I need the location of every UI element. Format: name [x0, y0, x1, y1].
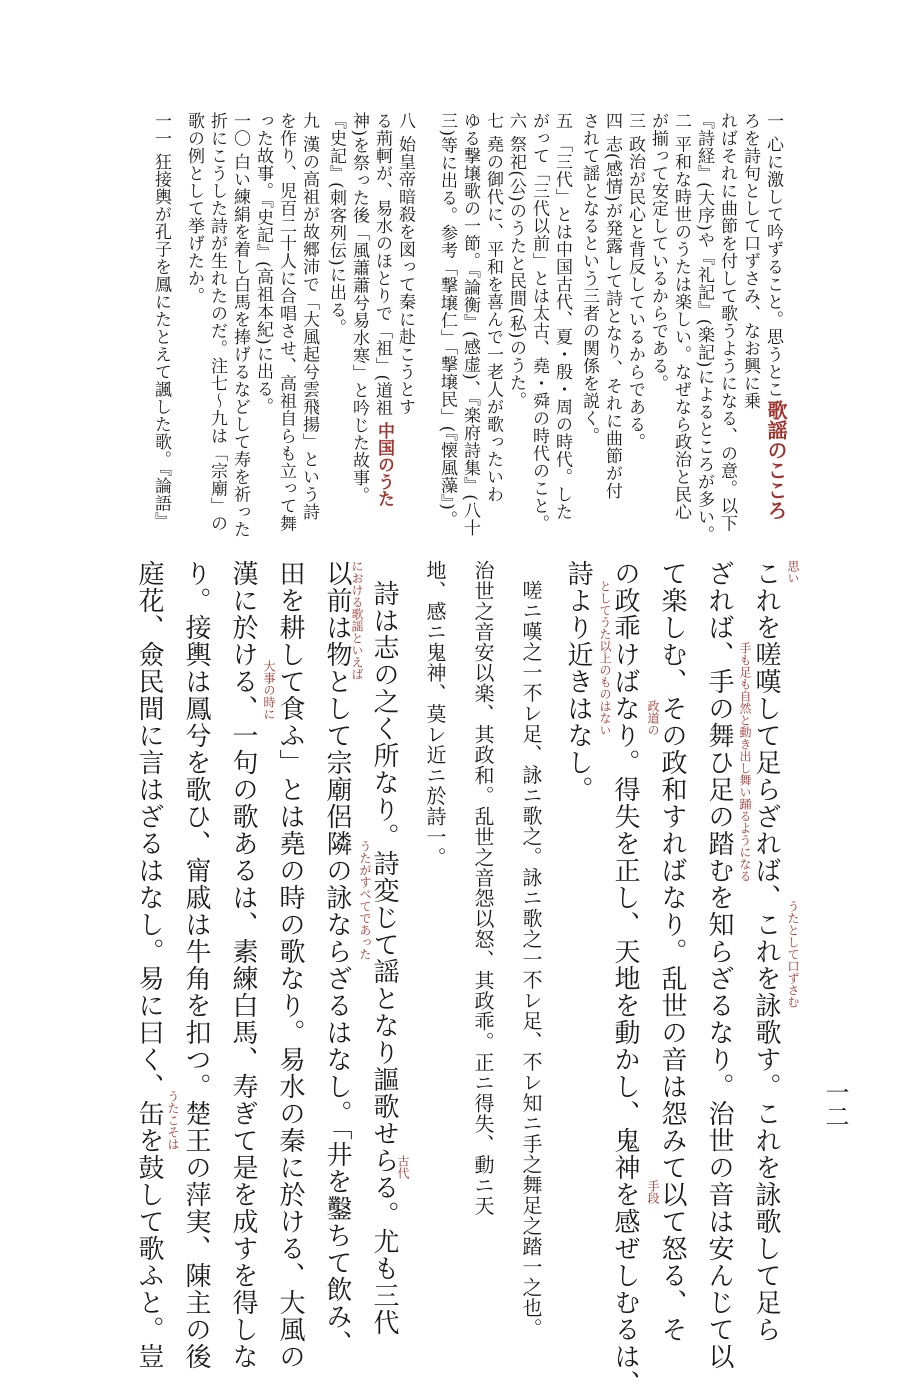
gloss: 古代: [396, 1155, 410, 1179]
main-line: 以前は物として宗廟侶隣の詠ならざるはなし。「井を鑿ちて飲み、: [322, 560, 352, 1357]
main-line: て楽しむ、その政和すればなり。乱世の音は怨みて以て怒る、そ: [657, 560, 687, 1343]
note-line: 三 政治が民心と背反しているからである。: [625, 112, 645, 451]
note-line: 折にこうした詩が生れたのだ。注七〜九は「宗廟」の: [207, 112, 227, 532]
gloss: うたこそは: [166, 1090, 180, 1150]
note-line: ゆる撃壌歌の一節。『論衡』(感虚)、『楽府詩集』(八十: [460, 112, 480, 537]
note-line: 『史記』(刺客列伝)に出る。: [326, 112, 346, 337]
gloss: 思い: [786, 560, 800, 584]
main-line: ざれば、手の舞ひ足の踏むを知らざるなり。治世の音は安んじて以: [704, 560, 734, 1370]
note-line: がって「三代以前」とは太古、堯・舜の時代のこと。: [529, 112, 549, 532]
note-line: ればそれに曲節を付して歌うようになる、の意。以下: [717, 112, 737, 532]
section-heading-sub: 中国のうた: [374, 422, 394, 507]
gloss: 手も足も自然と動き出し舞い踊るようになる: [738, 642, 752, 882]
note-line: 一 心に激して吟ずること。思うとこ: [763, 112, 783, 398]
note-line: 一〇 白い練絹を着し白馬を捧げるなどして寿を祈った: [230, 112, 250, 538]
kanbun-line: 嗟ニ嘆之一不レ足、詠ニ歌之。詠ニ歌之一不レ足、不レ知ニ手之舞足之踏一之也。: [519, 580, 543, 1339]
kanbun-line: 治世之音安以楽、其政和。乱世之音怨以怒、其政乖。正ニ得失、動ニ天: [471, 560, 495, 1216]
note-line: 五 「三代」とは中国古代、夏・殷・周の時代。した: [552, 112, 572, 521]
note-line: 六 祭祀(公)のうたと民間(私)のうた。: [506, 112, 526, 409]
main-line: 田を耕して食ふ」とは堯の時の歌なり。易水の秦に於ける、大風の: [275, 560, 305, 1370]
main-line: り。接輿は鳳兮を歌ひ、甯戚は牛角を扣つ。楚王の萍実、陳主の後: [181, 560, 211, 1370]
gloss: における歌謡といえば: [350, 560, 364, 680]
note-line: を作り、児百二十人に合唱させ、高祖自らも立って舞: [276, 112, 296, 532]
gloss: うたがすべてであった: [358, 840, 372, 960]
note-line: されて謡となるという三者の関係を説く。: [579, 112, 599, 445]
gloss: としてうた以上のものはない: [598, 580, 612, 736]
section-heading-main: 歌謡のこころ: [764, 400, 788, 520]
gloss: 手段: [646, 1180, 660, 1204]
main-line: 漢に於ける、一句の歌あるは、素練白馬、寿ぎて是を成すを得しな: [228, 560, 258, 1370]
note-line: 九 漢の高祖が故郷沛で「大風起兮雲飛揚」という詩: [299, 112, 319, 521]
main-line: 庭花、僉民間に言はざるはなし。易に曰く、缶を鼓して歌ふと。豈: [134, 560, 164, 1370]
main-line: これを嗟嘆して足らざれば、これを詠歌す。これを詠歌して足ら: [751, 560, 781, 1343]
note-line: 『詩経』(大序)や『礼記』(楽記)によるところが多い。: [694, 112, 714, 544]
note-line: が揃って安定しているからである。: [648, 112, 668, 392]
note-line: 一一 狂接輿が孔子を鳳にたとえて諷した歌。『論語』: [151, 112, 171, 530]
note-line: 歌の例として挙げたか。: [184, 112, 204, 305]
kanbun-line: 地、感ニ鬼神、莫レ近ニ於詩一。: [423, 560, 447, 868]
main-line: の政乖けばなり。得失を正し、天地を動かし、鬼神を感ぜしむるは、: [610, 560, 640, 1397]
main-line: 詩は志の之く所なり。詩変じて謡となり謳歌せらる。尤も三代: [369, 580, 399, 1336]
note-line: ろを詩句として口ずさみ、なお興に乗: [740, 112, 760, 410]
note-line: 二 平和な時世のうたは楽しい。なぜなら政治と民心: [671, 112, 691, 521]
note-line: 八 始皇帝暗殺を図って秦に赴こうとす: [395, 112, 415, 416]
note-line: 四 志(感情)が発露して詩となり、それに曲節が付: [602, 112, 622, 500]
page-number: 一二: [821, 1080, 849, 1128]
main-line: 詩より近きはなし。: [563, 560, 593, 803]
note-line: 神)を祭った後「風蕭蕭兮易水寒」と吟じた故事。: [349, 112, 369, 505]
gloss: 政道の: [646, 700, 660, 736]
gloss: 大事の時に: [262, 660, 276, 720]
gloss: うたとして口ずさむ: [786, 900, 800, 1008]
note-line: 七 堯の御代に、平和を喜んで一老人が歌ったいわ: [483, 112, 503, 503]
note-line: った故事。『史記』(高祖本紀)に出る。: [253, 112, 273, 416]
note-line: る荊軻が、易水のほとりで「祖」(道祖: [372, 112, 392, 417]
note-line: 三)等に出る。参考「撃壌仁」「撃壌民」(『懐風藻』)。: [437, 112, 457, 528]
